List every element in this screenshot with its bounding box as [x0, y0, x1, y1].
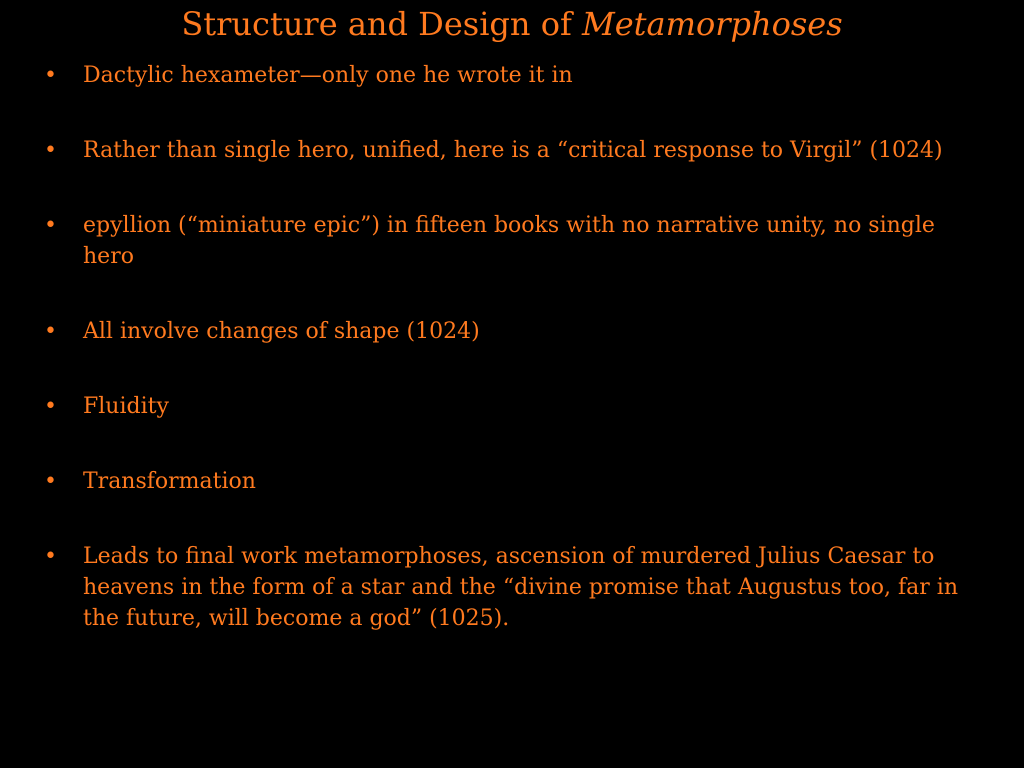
bullet-item: [40, 466, 985, 497]
bullet-item: [40, 210, 985, 272]
bullet-icon: •: [44, 63, 57, 88]
bullet-icon: •: [44, 544, 57, 569]
bullet-text: Leads to final work metamorphoses, ascension of murdered Julius Caesar to heavens in the form of a star and the “divine promise that Augustus too, far in the future, will become a god” (1025).: [83, 544, 959, 631]
slide-title-italic: Metamorphoses: [581, 5, 843, 43]
bullet-icon: •: [44, 138, 57, 163]
bullet-text: epyllion (“miniature epic”) in fifteen books with no narrative unity, no single hero: [83, 213, 935, 269]
slide-title-main: Structure and Design of: [181, 5, 582, 43]
bullet-text: Dactylic hexameter—only one he wrote it in: [83, 63, 573, 88]
bullet-icon: •: [44, 319, 57, 344]
bullet-text: Rather than single hero, unified, here is a “critical response to Virgil” (1024): [83, 138, 943, 163]
bullet-icon: •: [44, 394, 57, 419]
bullet-item: [40, 135, 985, 166]
bullet-item: [40, 60, 985, 91]
slide-title: [0, 2, 1024, 46]
bullet-icon: •: [44, 469, 57, 494]
bullet-item: [40, 541, 985, 634]
bullet-text: All involve changes of shape (1024): [83, 319, 480, 344]
bullet-text: Fluidity: [83, 394, 169, 419]
bullet-list: [40, 60, 985, 678]
bullet-item: [40, 316, 985, 347]
bullet-item: [40, 391, 985, 422]
bullet-icon: •: [44, 213, 57, 238]
bullet-text: Transformation: [83, 469, 256, 494]
